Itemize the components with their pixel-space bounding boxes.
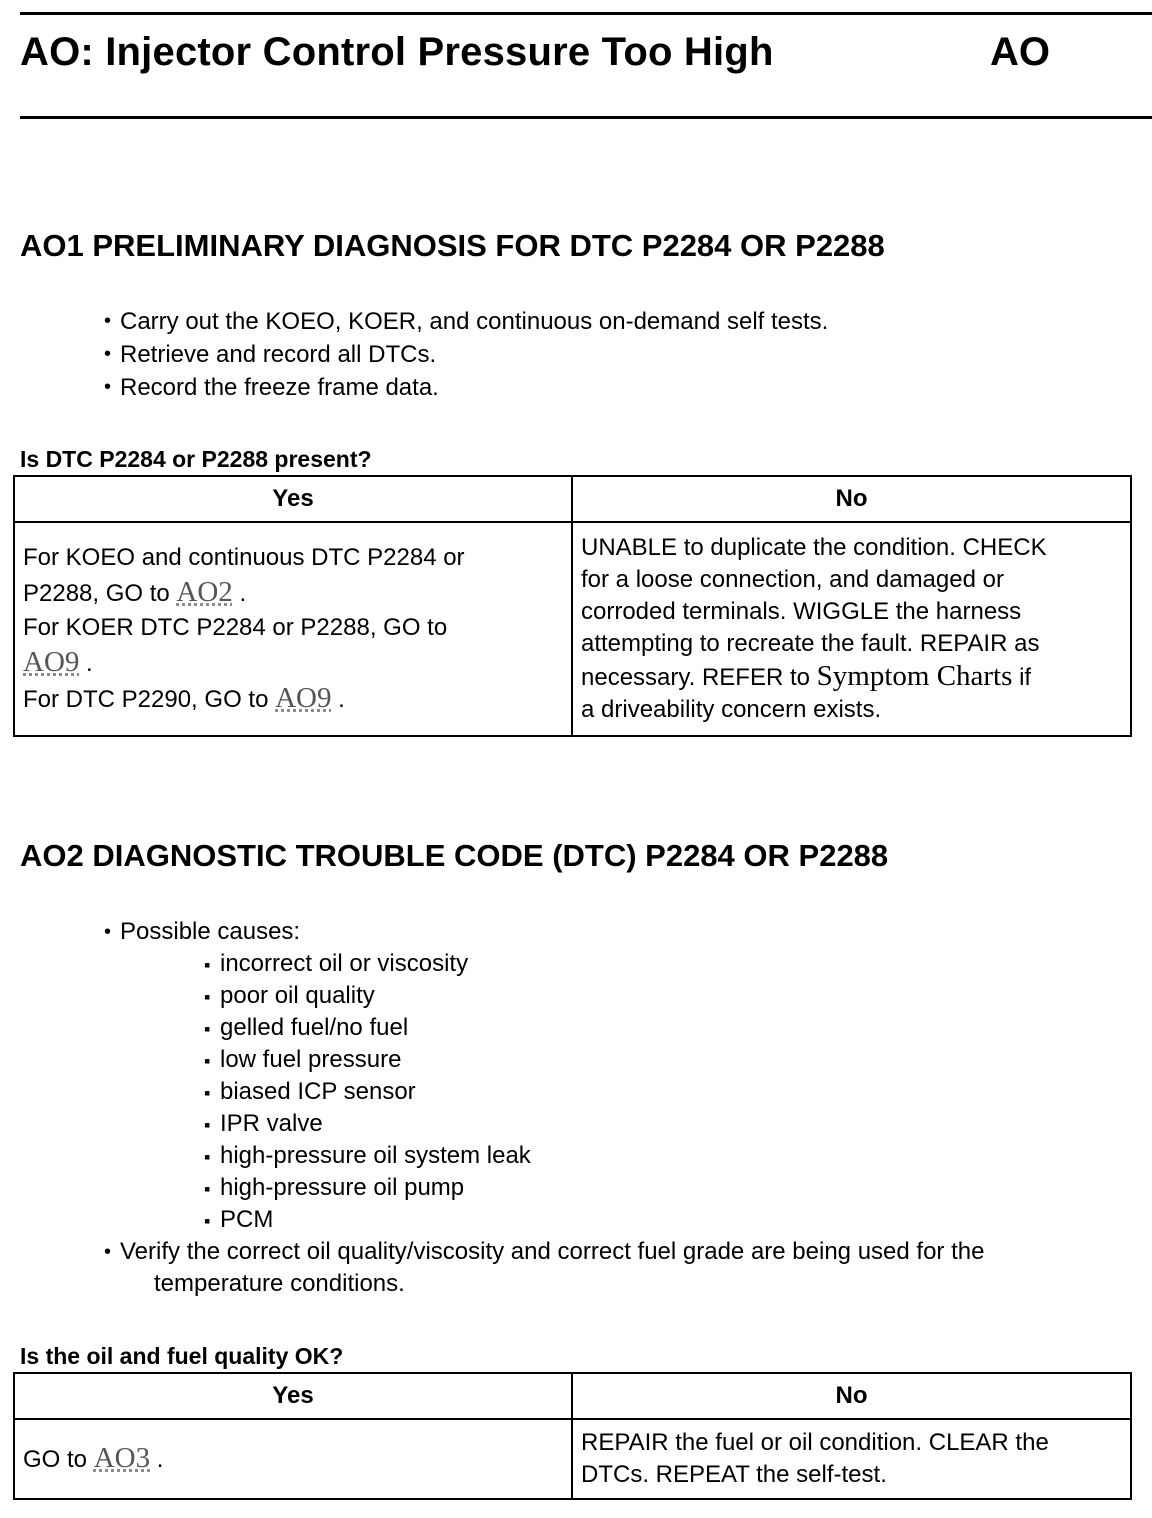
no-line: attempting to recreate the fault. REPAIR as (581, 630, 1040, 657)
yes-line: For KOER DTC P2284 or P2288, GO to (23, 614, 448, 641)
no-line: for a loose connection, and damaged or (581, 566, 1004, 593)
page-title: AO: Injector Control Pressure Too High (20, 30, 774, 74)
yes-line: For KOEO and continuous DTC P2284 or (23, 544, 465, 571)
ao1-step: • Retrieve and record all DTCs. (104, 338, 828, 371)
ao1-question: Is DTC P2284 or P2288 present? (20, 446, 372, 472)
header-top-rule (20, 12, 1152, 15)
ao1-heading: AO1 PRELIMINARY DIAGNOSIS FOR DTC P2284 OR P2288 (20, 228, 885, 263)
ao2-no-cell (572, 1419, 1131, 1499)
no-line: corroded terminals. WIGGLE the harness (581, 598, 1022, 625)
no-line: DTCs. REPEAT the self-test. (581, 1461, 887, 1488)
causes-list (120, 948, 984, 1236)
cause-item: ▪ poor oil quality (204, 980, 984, 1012)
cause-item: ▪ high-pressure oil pump (204, 1172, 984, 1204)
ao3-link[interactable]: AO3 (93, 1442, 151, 1474)
no-column-header: No (572, 1373, 1131, 1419)
ao2-question: Is the oil and fuel quality OK? (20, 1343, 344, 1369)
verify-line-continued: temperature conditions. (154, 1270, 405, 1297)
no-line: a driveability concern exists. (581, 696, 882, 723)
section-code: AO (990, 30, 1050, 74)
no-line: REPAIR the fuel or oil condition. CLEAR the (581, 1429, 1049, 1456)
header-bottom-rule (20, 116, 1152, 119)
verify-line: Verify the correct oil quality/viscosity and correct fuel grade are being used for the (120, 1238, 985, 1265)
yes-line: P2288, GO to AO2 . (23, 576, 247, 608)
cause-item: ▪ biased ICP sensor (204, 1076, 984, 1108)
cause-item: ▪ incorrect oil or viscosity (204, 948, 984, 980)
ao9-link[interactable]: AO9 (275, 682, 332, 714)
ao9-link[interactable]: AO9 (23, 646, 80, 678)
cause-item: ▪ high-pressure oil system leak (204, 1140, 984, 1172)
cause-item: ▪ PCM (204, 1204, 984, 1236)
yes-column-header: Yes (14, 476, 572, 522)
no-line: necessary. REFER to Symptom Charts if (581, 660, 1032, 692)
no-line: UNABLE to duplicate the condition. CHECK (581, 534, 1047, 561)
verify-item (104, 1236, 984, 1300)
ao2-decision-table (13, 1372, 1132, 1500)
yes-line: AO9 . (23, 646, 93, 678)
ao1-decision-table (13, 475, 1132, 737)
ao1-no-cell (572, 522, 1131, 736)
possible-causes-item (104, 916, 984, 1236)
yes-line: For DTC P2290, GO to AO9 . (23, 682, 345, 714)
symptom-charts-link[interactable]: Symptom Charts (816, 660, 1013, 692)
possible-causes-label: Possible causes: (120, 918, 301, 945)
ao2-heading: AO2 DIAGNOSTIC TROUBLE CODE (DTC) P2284 OR P2288 (20, 838, 889, 873)
no-column-header: No (572, 476, 1131, 522)
cause-item: ▪ low fuel pressure (204, 1044, 984, 1076)
cause-item: ▪ gelled fuel/no fuel (204, 1012, 984, 1044)
ao1-yes-cell (14, 522, 572, 736)
cause-item: ▪ IPR valve (204, 1108, 984, 1140)
ao2-steps-list (104, 916, 984, 1300)
ao2-link[interactable]: AO2 (176, 576, 233, 608)
ao1-step: • Carry out the KOEO, KOER, and continuous on-demand self tests. (104, 305, 828, 338)
ao1-step: • Record the freeze frame data. (104, 371, 828, 404)
ao2-yes-cell: GO to AO3 . (14, 1419, 572, 1499)
yes-column-header: Yes (14, 1373, 572, 1419)
ao1-steps-list (104, 305, 828, 404)
